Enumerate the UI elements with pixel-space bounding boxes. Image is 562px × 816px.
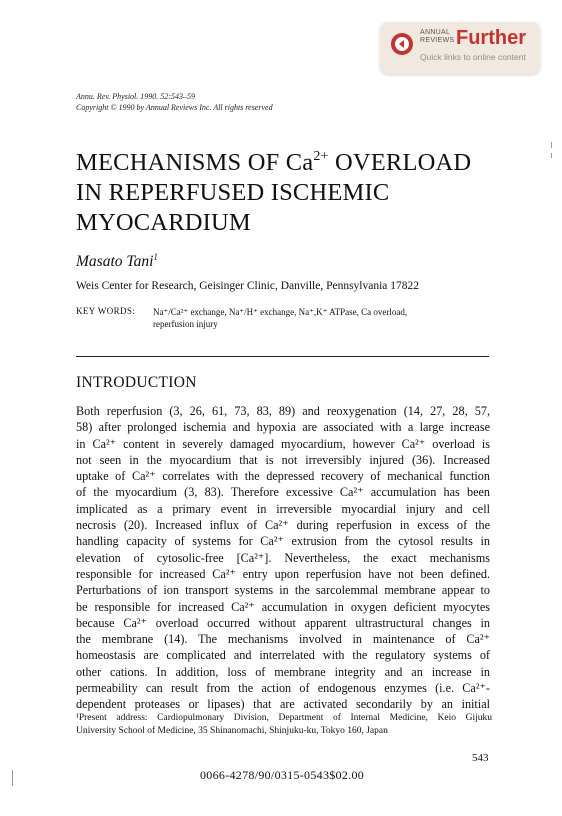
author-name: Masato Tani$^1$	[76, 252, 158, 271]
text-line: be responsible for increased Ca²⁺ accumulation in oxygen deficient myocytes	[76, 599, 490, 614]
text-line: handling capacity of systems for Ca²⁺ extrusion from the cytosol results in	[76, 534, 490, 549]
price-code: 0066-4278/90/0315-0543$02.00	[200, 768, 365, 782]
page-number: 543	[472, 752, 489, 764]
footnote: ¹Present address: Cardiopulmonary Division, Department of Internal Medicine, Keio Gijuku University School of Medicine, 35 Shinanomachi, Shinjuku-ku, Tokyo 160, Japan	[76, 713, 492, 736]
section-heading: INTRODUCTION	[76, 374, 197, 391]
body-paragraph	[76, 403, 490, 713]
play-circle-icon	[390, 32, 414, 56]
text-line: because Ca²⁺ overload occurred without apparent ultrastructural changes in	[76, 615, 490, 630]
annual-reviews-wordmark: ANNUAL REVIEWS	[420, 29, 455, 44]
text-line: uptake of Ca²⁺ correlates with the depressed recovery of mechanical function	[76, 469, 490, 484]
text-line: in Ca²⁺ content in severely damaged myocardium, however Ca²⁺ overload is	[76, 436, 490, 451]
text-line: the membrane (14). The mechanisms involved in maintenance of Ca²⁺	[76, 632, 490, 647]
text-line: homeostasis are complicated and interrelated with the regulatory systems of	[76, 648, 490, 663]
margin-mark	[551, 142, 552, 148]
text-line: 58) after prolonged ischemia and hypoxia are associated with a large increase	[76, 420, 490, 435]
further-subtitle: Quick links to online content	[420, 52, 526, 62]
text-line: not seen in the myocardium that is not irreversibly injured (36). Increased	[76, 452, 490, 467]
keywords-label: KEY WORDS:	[76, 306, 136, 316]
text-line: other cations. In addition, loss of membrane integrity and an increase in	[76, 664, 490, 679]
further-links-badge[interactable]	[380, 22, 540, 74]
further-title: Further	[456, 27, 526, 49]
affiliation: Weis Center for Research, Geisinger Clinic, Danville, Pennsylvania 17822	[76, 280, 420, 292]
journal-citation: Annu. Rev. Physiol. 1990. 52:543–59	[76, 92, 195, 101]
text-line: of the myocardium (3, 83). Therefore excessive Ca²⁺ accumulation has been	[76, 485, 490, 500]
margin-mark	[551, 153, 552, 158]
text-line: necrosis (20). Increased influx of Ca²⁺ during reperfusion in excess of the	[76, 518, 490, 533]
text-line: responsible for increased Ca²⁺ entry upon reperfusion have not been defined.	[76, 566, 490, 581]
section-divider	[76, 356, 489, 357]
margin-mark	[12, 770, 13, 786]
article-title: MECHANISMS OF $Ca^{2+}$ OVERLOAD IN REPERFUSED ISCHEMIC MYOCARDIUM	[76, 149, 472, 236]
text-line: dependent proteases or lipases) that are activated secondarily by an initial	[76, 697, 490, 712]
text-line: Perturbations of ion transport systems in the sarcolemmal membrane appear to	[76, 583, 490, 598]
text-line: permeability can result from the action of endogenous enzymes (i.e. Ca²⁺-	[76, 681, 490, 696]
text-line: implicated as a primary event in irreversible myocardial injury and cell	[76, 501, 490, 516]
keywords-list: Na⁺/Ca²⁺ exchange, Na⁺/H⁺ exchange, Na⁺,K⁺ ATPase, Ca overload, reperfusion injury	[153, 307, 408, 329]
text-line: elevation of cytosolic-free [Ca²⁺]. Nevertheless, the exact mechanisms	[76, 550, 490, 565]
copyright-line: Copyright © 1990 by Annual Reviews Inc. All rights reserved	[76, 103, 273, 112]
text-line: Both reperfusion (3, 26, 61, 73, 83, 89) and reoxygenation (14, 27, 28, 57,	[76, 404, 490, 418]
